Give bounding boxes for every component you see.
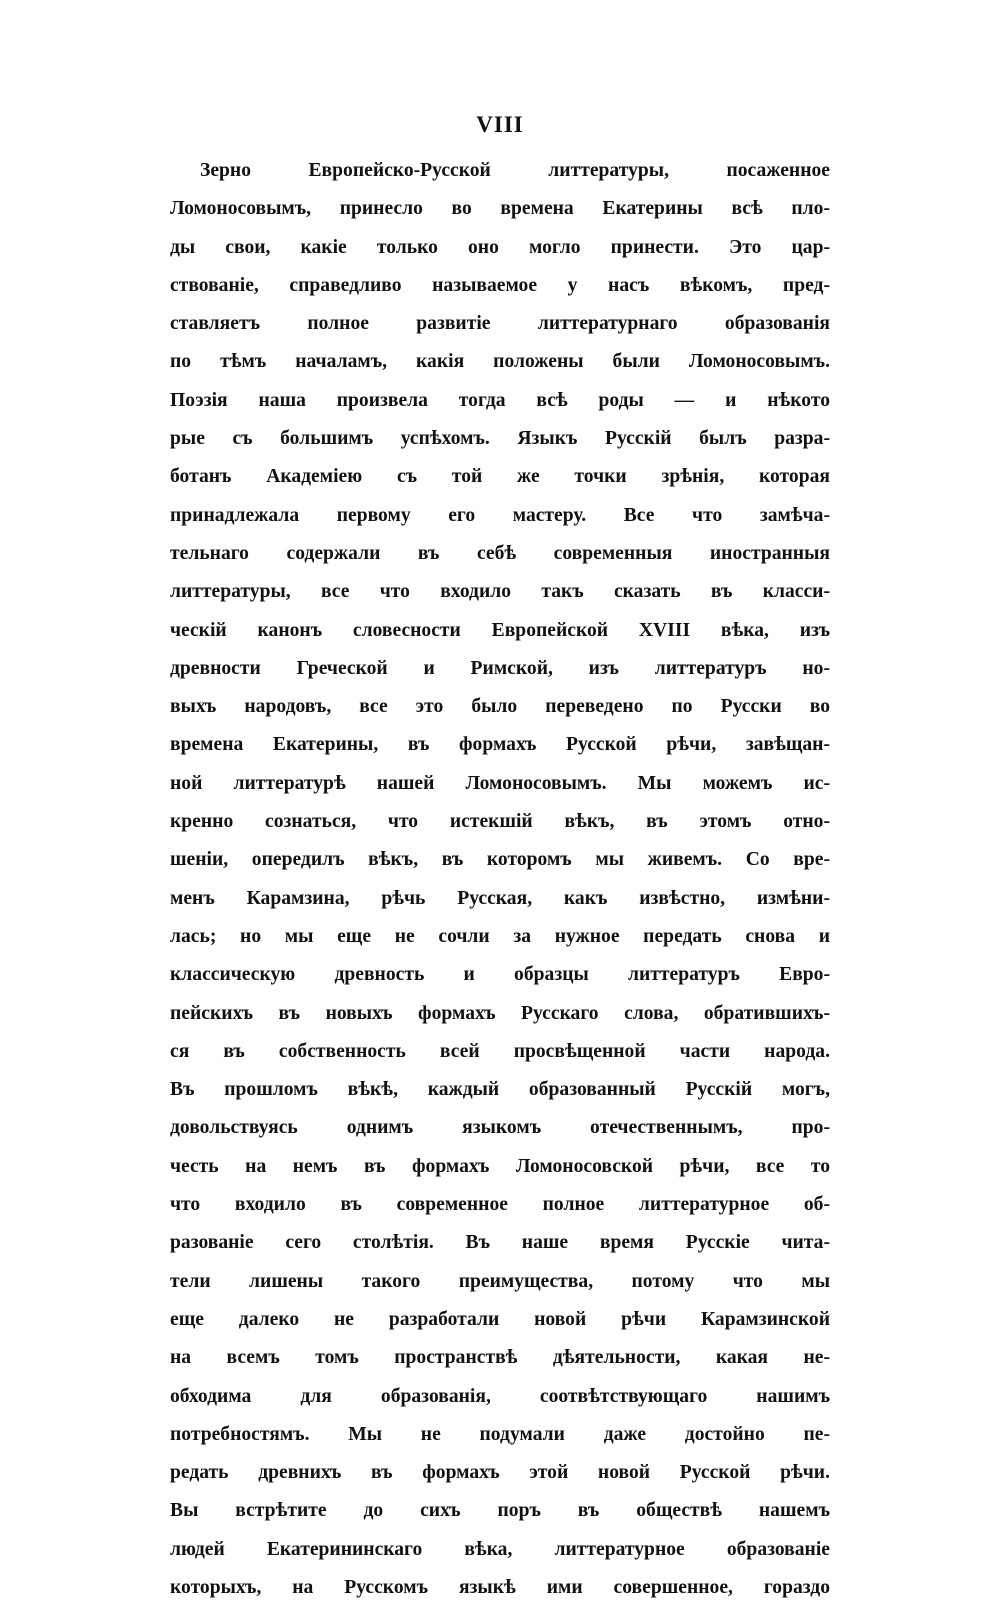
text-line: по тѣмъ началамъ, какія положены были Ломоносовымъ.: [170, 351, 830, 373]
page-number: VIII: [476, 112, 524, 137]
text-line: ствованіе, справедливо называемое у насъ вѣкомъ, пред-: [170, 274, 830, 296]
text-line: менъ Карамзина, рѣчь Русская, какъ извѣстно, измѣни-: [170, 887, 830, 909]
text-line: Зерно Европейско-Русской литтературы, посаженное: [200, 160, 830, 181]
text-line: Ломоносовымъ, принесло во времена Екатерины всѣ пло-: [170, 198, 830, 220]
text-line: кренно сознаться, что истекшій вѣкъ, въ этомъ отно-: [170, 811, 830, 833]
text-line: Вы встрѣтите до сихъ поръ въ обществѣ нашемъ: [170, 1500, 830, 1522]
text-line: разованіе сего столѣтія. Въ наше время Русскіе чита-: [170, 1232, 830, 1254]
text-line: ды свои, какіе только оно могло принести. Это цар-: [170, 236, 830, 258]
text-line: выхъ народовъ, все это было переведено по Русски во: [170, 696, 830, 718]
body-paragraph: [170, 152, 830, 1607]
text-line: довольствуясь однимъ языкомъ отечественнымъ, про-: [170, 1117, 830, 1139]
text-line: ной литтературѣ нашей Ломоносовымъ. Мы можемъ ис-: [170, 772, 830, 794]
text-line: редать древнихъ въ формахъ этой новой Русской рѣчи.: [170, 1462, 830, 1484]
text-line: людей Екатерининскаго вѣка, литтературное образованіе: [170, 1538, 830, 1560]
text-line: ботанъ Академіею съ той же точки зрѣнія, которая: [170, 466, 830, 488]
text-line: обходима для образованія, соотвѣтствующаго нашимъ: [170, 1385, 830, 1407]
text-line: которыхъ, на Русскомъ языкѣ ими совершенное, гораздо: [170, 1576, 830, 1598]
text-line: тельнаго содержали въ себѣ современныя иностранныя: [170, 542, 830, 564]
text-line: шеніи, опередилъ вѣкъ, въ которомъ мы живемъ. Со вре-: [170, 849, 830, 871]
text-line: потребностямъ. Мы не подумали даже достойно пе-: [170, 1423, 830, 1445]
text-line: ставляетъ полное развитіе литтературнаго образованія: [170, 313, 830, 335]
text-line: Въ прошломъ вѣкѣ, каждый образованный Русскій могъ,: [170, 1079, 830, 1101]
text-line: пейскихъ въ новыхъ формахъ Русскаго слова, обратившихъ-: [170, 1002, 830, 1024]
text-line: принадлежала первому его мастеру. Все что замѣча-: [170, 504, 830, 526]
text-line: древности Греческой и Римской, изъ литтературъ но-: [170, 657, 830, 679]
text-line: на всемъ томъ пространствѣ дѣятельности, какая не-: [170, 1347, 830, 1369]
text-line: времена Екатерины, въ формахъ Русской рѣчи, завѣщан-: [170, 734, 830, 756]
text-line: честь на немъ въ формахъ Ломоносовской рѣчи, все то: [170, 1155, 830, 1177]
text-line: Поэзія наша произвела тогда всѣ роды — и нѣкото: [170, 389, 830, 411]
text-line: еще далеко не разработали новой рѣчи Карамзинской: [170, 1308, 830, 1330]
text-line: лась; но мы еще не сочли за нужное передать снова и: [170, 925, 830, 947]
text-line: рые съ большимъ успѣхомъ. Языкъ Русскій былъ разра-: [170, 428, 830, 450]
text-line: что входило въ современное полное литтературное об-: [170, 1194, 830, 1216]
text-line: ся въ собственность всей просвѣщенной части народа.: [170, 1040, 830, 1062]
text-line: литтературы, все что входило такъ сказать въ класси-: [170, 581, 830, 603]
text-line: ческій канонъ словесности Европейской XVIII вѣка, изъ: [170, 619, 830, 641]
text-line: классическую древность и образцы литтературъ Евро-: [170, 964, 830, 986]
text-line: тели лишены такого преимущества, потому что мы: [170, 1270, 830, 1292]
